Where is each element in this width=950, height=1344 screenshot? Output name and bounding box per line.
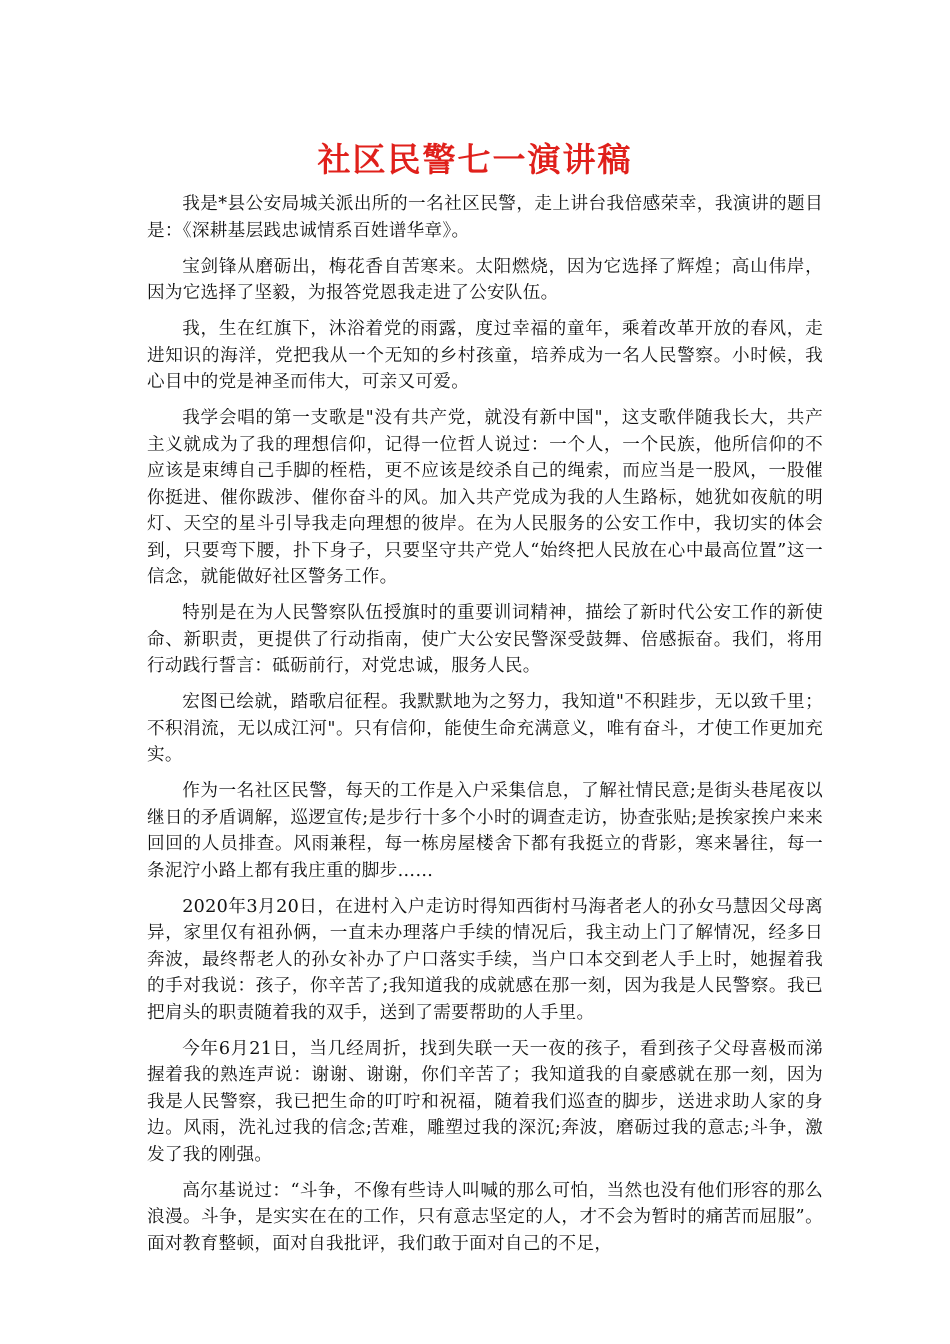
document-title: 社区民警七一演讲稿	[317, 140, 633, 179]
paragraph: 宝剑锋从磨砺出，梅花香自苦寒来。太阳燃烧，因为它选择了辉煌；高山伟岸，因为它选择了坚毅，为报答党恩我走进了公安队伍。	[147, 256, 823, 303]
paragraph: 作为一名社区民警，每天的工作是入户采集信息，了解社情民意;是街头巷尾夜以继日的矛盾调解，巡逻宣传;是步行十多个小时的调查走访，协查张贴;是挨家挨户来来回回的人员排查。风雨兼程，每一栋房屋楼舍下都有我挺立的背影，寒来暑往，每一条泥泞小路上都有我庄重的脚步……	[147, 781, 823, 881]
paragraph: 我，生在红旗下，沐浴着党的雨露，度过幸福的童年，乘着改革开放的春风，走进知识的海洋，党把我从一个无知的乡村孩童，培养成为一名人民警察。小时候，我心目中的党是神圣而伟大，可亲又可爱。	[147, 319, 823, 392]
document-body	[147, 191, 823, 1267]
paragraph: 我是*县公安局城关派出所的一名社区民警，走上讲台我倍感荣幸，我演讲的题目是：《深耕基层践忠诚情系百姓谱华章》。	[147, 194, 823, 241]
paragraph: 今年6月21日，当几经周折，找到失联一天一夜的孩子，看到孩子父母喜极而涕握着我的熟连声说：谢谢、谢谢，你们辛苦了；我知道我的自豪感就在那一刻，因为我是人民警察，我已把生命的叮咛和祝福，随着我们巡查的脚步，送进求助人家的身边。风雨，洗礼过我的信念;苦难，雕塑过我的深沉;奔波，磨砺过我的意志;斗争，激发了我的刚强。	[147, 1038, 823, 1165]
paragraph: 2020年3月20日，在进村入户走访时得知西街村马海者老人的孙女马慧因父母离异，家里仅有祖孙俩，一直未办理落户手续的情况后，我主动上门了解情况，经多日奔波，最终帮老人的孙女补办了户口落实手续，当户口本交到老人手上时，她握着我的手对我说：孩子，你辛苦了;我知道我的成就感在那一刻，因为我是人民警察。我已把肩头的职责随着我的双手，送到了需要帮助的人手里。	[147, 896, 823, 1023]
paragraph: 高尔基说过：“斗争，不像有些诗人叫喊的那么可怕，当然也没有他们形容的那么浪漫。斗争，是实实在在的工作，只有意志坚定的人，才不会为暂时的痛苦而屈服”。面对教育整顿，面对自我批评，我们敢于面对自己的不足，	[147, 1180, 823, 1254]
paragraph: 特别是在为人民警察队伍授旗时的重要训词精神，描绘了新时代公安工作的新使命、新职责，更提供了行动指南，使广大公安民警深受鼓舞、倍感振奋。我们，将用行动践行誓言：砥砺前行，对党忠诚，服务人民。	[147, 603, 823, 676]
paragraph: 我学会唱的第一支歌是"没有共产党，就没有新中国"，这支歌伴随我长大，共产主义就成为了我的理想信仰，记得一位哲人说过：一个人，一个民族，他所信仰的不应该是束缚自己手脚的桎梏，更不应该是绞杀自己的绳索，而应当是一股风，一股催你挺进、催你跋涉、催你奋斗的风。加入共产党成为我的人生路标，她犹如夜航的明灯、天空的星斗引导我走向理想的彼岸。在为人民服务的公安工作中，我切实的体会到，只要弯下腰，扑下身子，只要坚守共产党人“始终把人民放在心中最高位置”这一信念，就能做好社区警务工作。	[147, 408, 823, 587]
paragraph: 宏图已绘就，踏歌启征程。我默默地为之努力，我知道"不积跬步，无以致千里；不积涓流，无以成江河"。只有信仰，能使生命充满意义，唯有奋斗，才使工作更加充实。	[147, 692, 823, 765]
